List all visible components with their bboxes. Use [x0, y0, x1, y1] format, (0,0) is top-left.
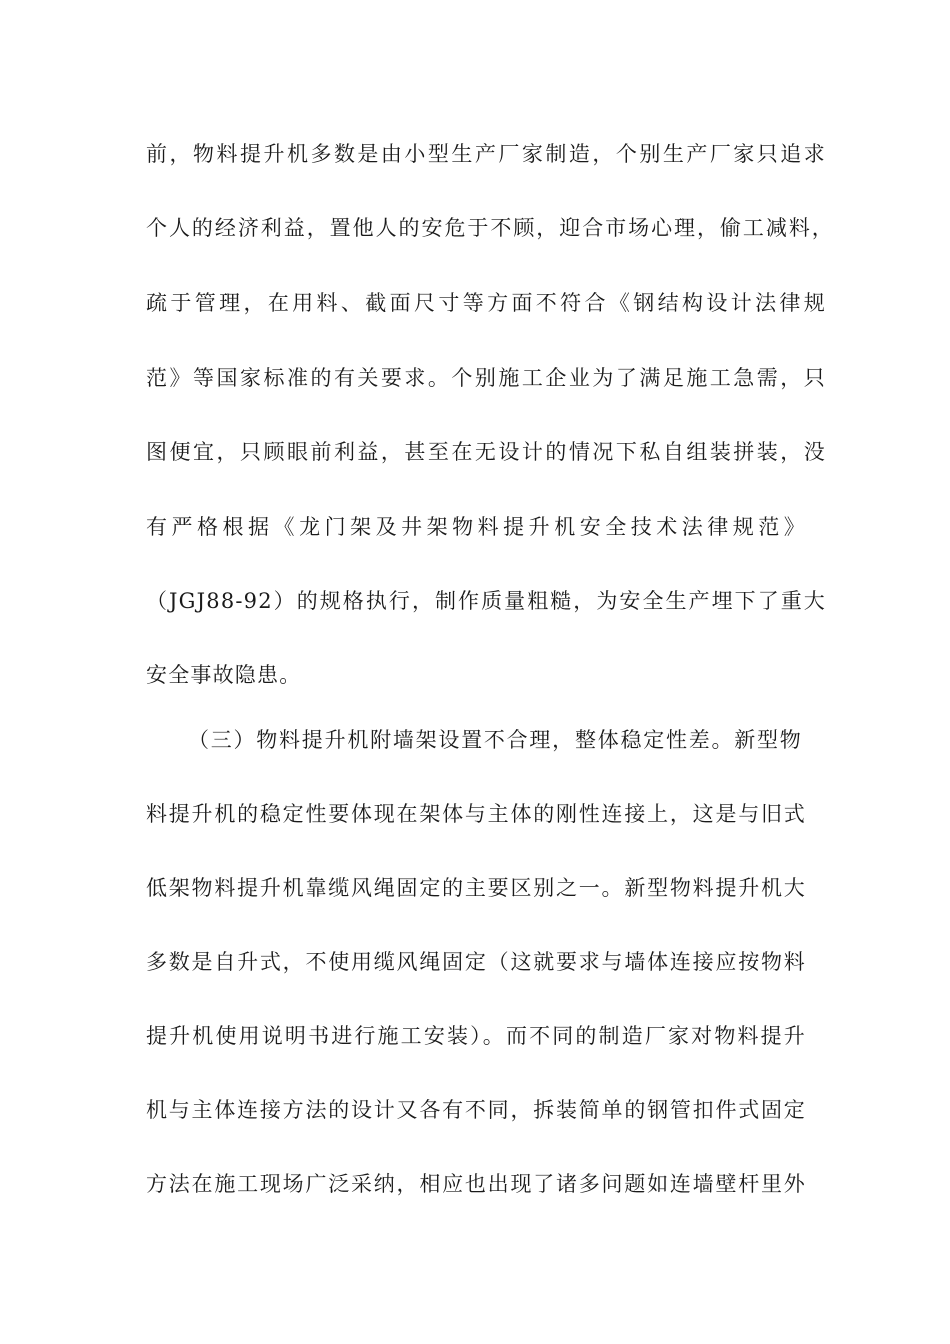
text-line: 疏于管理，在用料、截面尺寸等方面不符合《钢结构设计法律规 — [146, 291, 826, 315]
text-line: 个人的经济利益，置他人的安危于不顾，迎合市场心理，偷工减料， — [146, 216, 834, 240]
text-line: 图便宜，只顾眼前利益，甚至在无设计的情况下私自组装拼装，没 — [146, 440, 826, 464]
text-line: 提升机使用说明书进行施工安装）。而不同的制造厂家对物料提升 — [146, 1024, 806, 1048]
paragraph-heading-line: （三）物料提升机附墙架设置不合理，整体稳定性差。新型物 — [188, 728, 802, 752]
text-line: 低架物料提升机靠缆风绳固定的主要区别之一。新型物料提升机大 — [146, 876, 806, 900]
text-line: 前，物料提升机多数是由小型生产厂家制造，个别生产厂家只追求 — [146, 142, 826, 166]
text-line: （JGJ88-92）的规格执行，制作质量粗糙，为安全生产埋下了重大 — [146, 589, 826, 613]
text-line: 机与主体连接方法的设计又各有不同，拆装简单的钢管扣件式固定 — [146, 1098, 806, 1122]
text-line: 方法在施工现场广泛采纳，相应也出现了诸多问题如连墙壁杆里外 — [146, 1172, 806, 1196]
text-line: 有严格根据《龙门架及井架物料提升机安全技术法律规范》 — [146, 515, 806, 539]
text-line: 多数是自升式，不使用缆风绳固定（这就要求与墙体连接应按物料 — [146, 950, 806, 974]
text-line: 范》等国家标准的有关要求。个别施工企业为了满足施工急需，只 — [146, 366, 826, 390]
text-line: 安全事故隐患。 — [146, 663, 302, 687]
text-line: 料提升机的稳定性要体现在架体与主体的刚性连接上，这是与旧式 — [146, 802, 806, 826]
